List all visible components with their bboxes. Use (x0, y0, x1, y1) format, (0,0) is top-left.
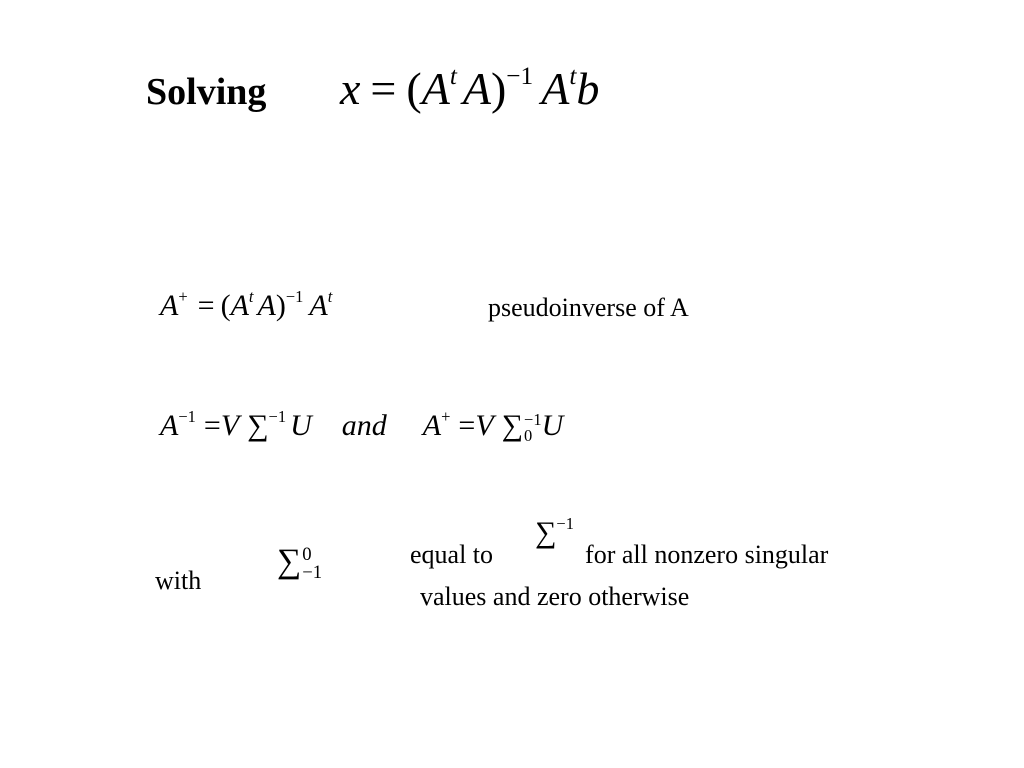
and-word: and (341, 409, 387, 442)
sigma-inverse-symbol (535, 513, 574, 550)
with-label: with (155, 566, 202, 595)
left-paren: ( (220, 289, 231, 322)
var-U: U (541, 409, 564, 442)
left-paren: ( (406, 63, 422, 114)
var-U: U (290, 409, 312, 442)
inverse-sup: −1 (268, 406, 287, 426)
pseudoinverse-equation (160, 286, 333, 323)
sigma-symbol: ∑ (501, 409, 524, 442)
equals-sign: = (203, 409, 221, 442)
var-V: V (475, 409, 494, 442)
var-A: A (462, 63, 491, 114)
nonzero-text: for all nonzero singular (585, 540, 829, 569)
var-A: A (421, 63, 450, 114)
right-paren: ) (275, 289, 286, 322)
sigma-scripts (302, 543, 323, 584)
var-A: A (160, 289, 179, 322)
equal-to-text: equal to (410, 540, 494, 569)
sigma-symbol: ∑ (277, 543, 302, 580)
inverse-sup: −1 (556, 513, 574, 533)
pseudoinverse-label: pseudoinverse of A (488, 293, 689, 322)
var-A: A (309, 289, 328, 322)
equals-sign: = (458, 409, 476, 442)
sigma-sub: 0 (524, 426, 533, 446)
var-A: A (422, 409, 442, 442)
sigma-scripts (524, 409, 542, 446)
equals-sign: = (197, 289, 215, 322)
explanation-line-2: values and zero otherwise (420, 582, 690, 611)
transpose-sup: t (449, 61, 457, 90)
sigma-sup: −1 (524, 409, 542, 429)
sigma-sup: 0 (302, 543, 312, 565)
var-A: A (541, 63, 570, 114)
var-b: b (576, 63, 600, 114)
solving-heading: Solving (146, 71, 267, 113)
var-x: x (340, 63, 361, 114)
solution-equation (340, 62, 599, 115)
var-A: A (257, 289, 276, 322)
transpose-sup: t (248, 286, 254, 306)
transpose-sup: t (327, 286, 333, 306)
var-V: V (220, 409, 240, 442)
sigma-symbol: ∑ (247, 409, 269, 442)
svd-equation (160, 406, 564, 446)
inverse-sup: −1 (506, 61, 534, 90)
equals-sign: = (370, 63, 397, 114)
sigma-symbol: ∑ (535, 516, 557, 549)
explanation-line-1 (410, 540, 828, 570)
plus-sup: + (441, 406, 451, 426)
plus-sup: + (178, 286, 188, 306)
sigma-zero-symbol (277, 543, 322, 583)
inverse-sup: −1 (178, 406, 196, 426)
inverse-sup: −1 (285, 286, 304, 306)
transpose-sup: t (569, 61, 577, 90)
right-paren: ) (490, 63, 507, 114)
var-A: A (160, 409, 179, 442)
sigma-sub: −1 (302, 562, 323, 584)
var-A: A (230, 289, 249, 322)
